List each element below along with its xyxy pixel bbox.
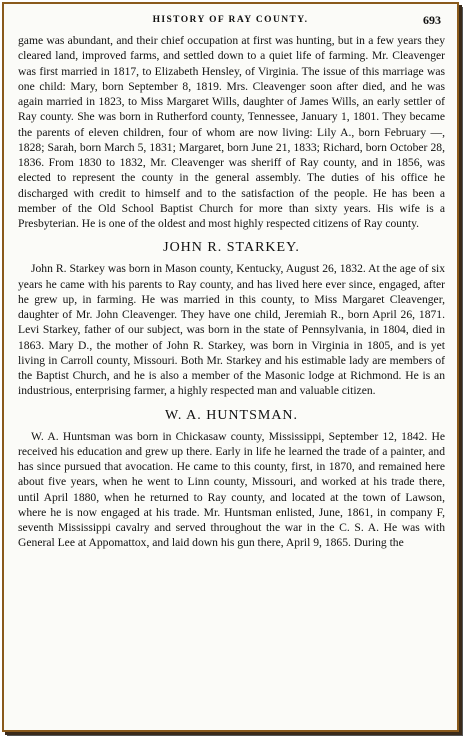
section-body-huntsman: W. A. Huntsman was born in Chickasaw county, Mississippi, September 12, 1842. He received his education and grew up there. Early in life he learned the trade of a painter, and has since pursued that avocation. He came to this county, first, in 1870, and remained here about five years, when he went to Linn county, Missouri, and worked at his trade there, until April 1880, when he returned to Ray county, and located at the town of Lawson, where he is now engaged at his trade. Mr. Huntsman enlisted, June, 1861, in company F, seventh Mississippi cavalry and served throughout the war in the C. S. A. He was with General Lee at Appomattox, and laid down his gun there, April 9, 1865. During the [18,429,445,550]
intro-paragraph: game was abundant, and their chief occupation at first was hunting, but in a few years they cleared land, improved farms, and settled down to a quiet life of farming. Mr. Cleavenger was first married in 1817, to Elizabeth Hensley, of Virginia. The issue of this marriage was one child: Mary, born September 8, 1819. Mrs. Cleavenger soon after died, and he was again married in 1823, to Miss Margaret Wills, daughter of James Wills, an early settler of Ray county. She was born in Rutherford county, Tennessee, January 1, 1801. They became the parents of eleven children, four of whom are now living: Lily A., born February —, 1828; Sarah, born March 5, 1831; Margaret, born June 21, 1833; Richard, born October 28, 1836. From 1830 to 1832, Mr. Cleavenger was sheriff of Ray county, and in 1856, was elected to represent the county in the general assembly. The duties of his office he discharged with credit to himself and to the satisfaction of the people. He has been a member of the Old School Baptist Church for more than sixty years. His wife is a Presbyterian. He is one of the oldest and most highly respected citizens of Ray county. [18,34,445,230]
page-frame [2,2,459,732]
page-number: 693 [423,13,441,27]
running-title: HISTORY OF RAY COUNTY. [152,15,309,25]
section-body-starkey: John R. Starkey was born in Mason county, Kentucky, August 26, 1832. At the age of six years he came with his parents to Ray county, and has lived here ever since, engaged, after he grew up, in farming. He was married in this county, to Miss Margaret Cleavenger, daughter of Mr. John Cleavenger. They have one child, Jeremiah R., born April 26, 1871. Levi Starkey, father of our subject, was born in the state of Pennsylvania, in 1804, died in 1863. Mary D., the mother of John R. Starkey, was born in Virginia in 1805, and is yet living in Carroll county, Missouri. Both Mr. Starkey and his estimable lady are members of the Baptist Church, and he is also a member of the Masonic lodge at Richmond. He is an industrious, enterprising farmer, a highly respected man and valuable citizen. [18,262,445,398]
page-header [4,13,457,27]
section-heading-huntsman: W. A. HUNTSMAN. [164,407,299,423]
section-heading-starkey: JOHN R. STARKEY. [163,240,300,256]
page-body [18,33,445,551]
